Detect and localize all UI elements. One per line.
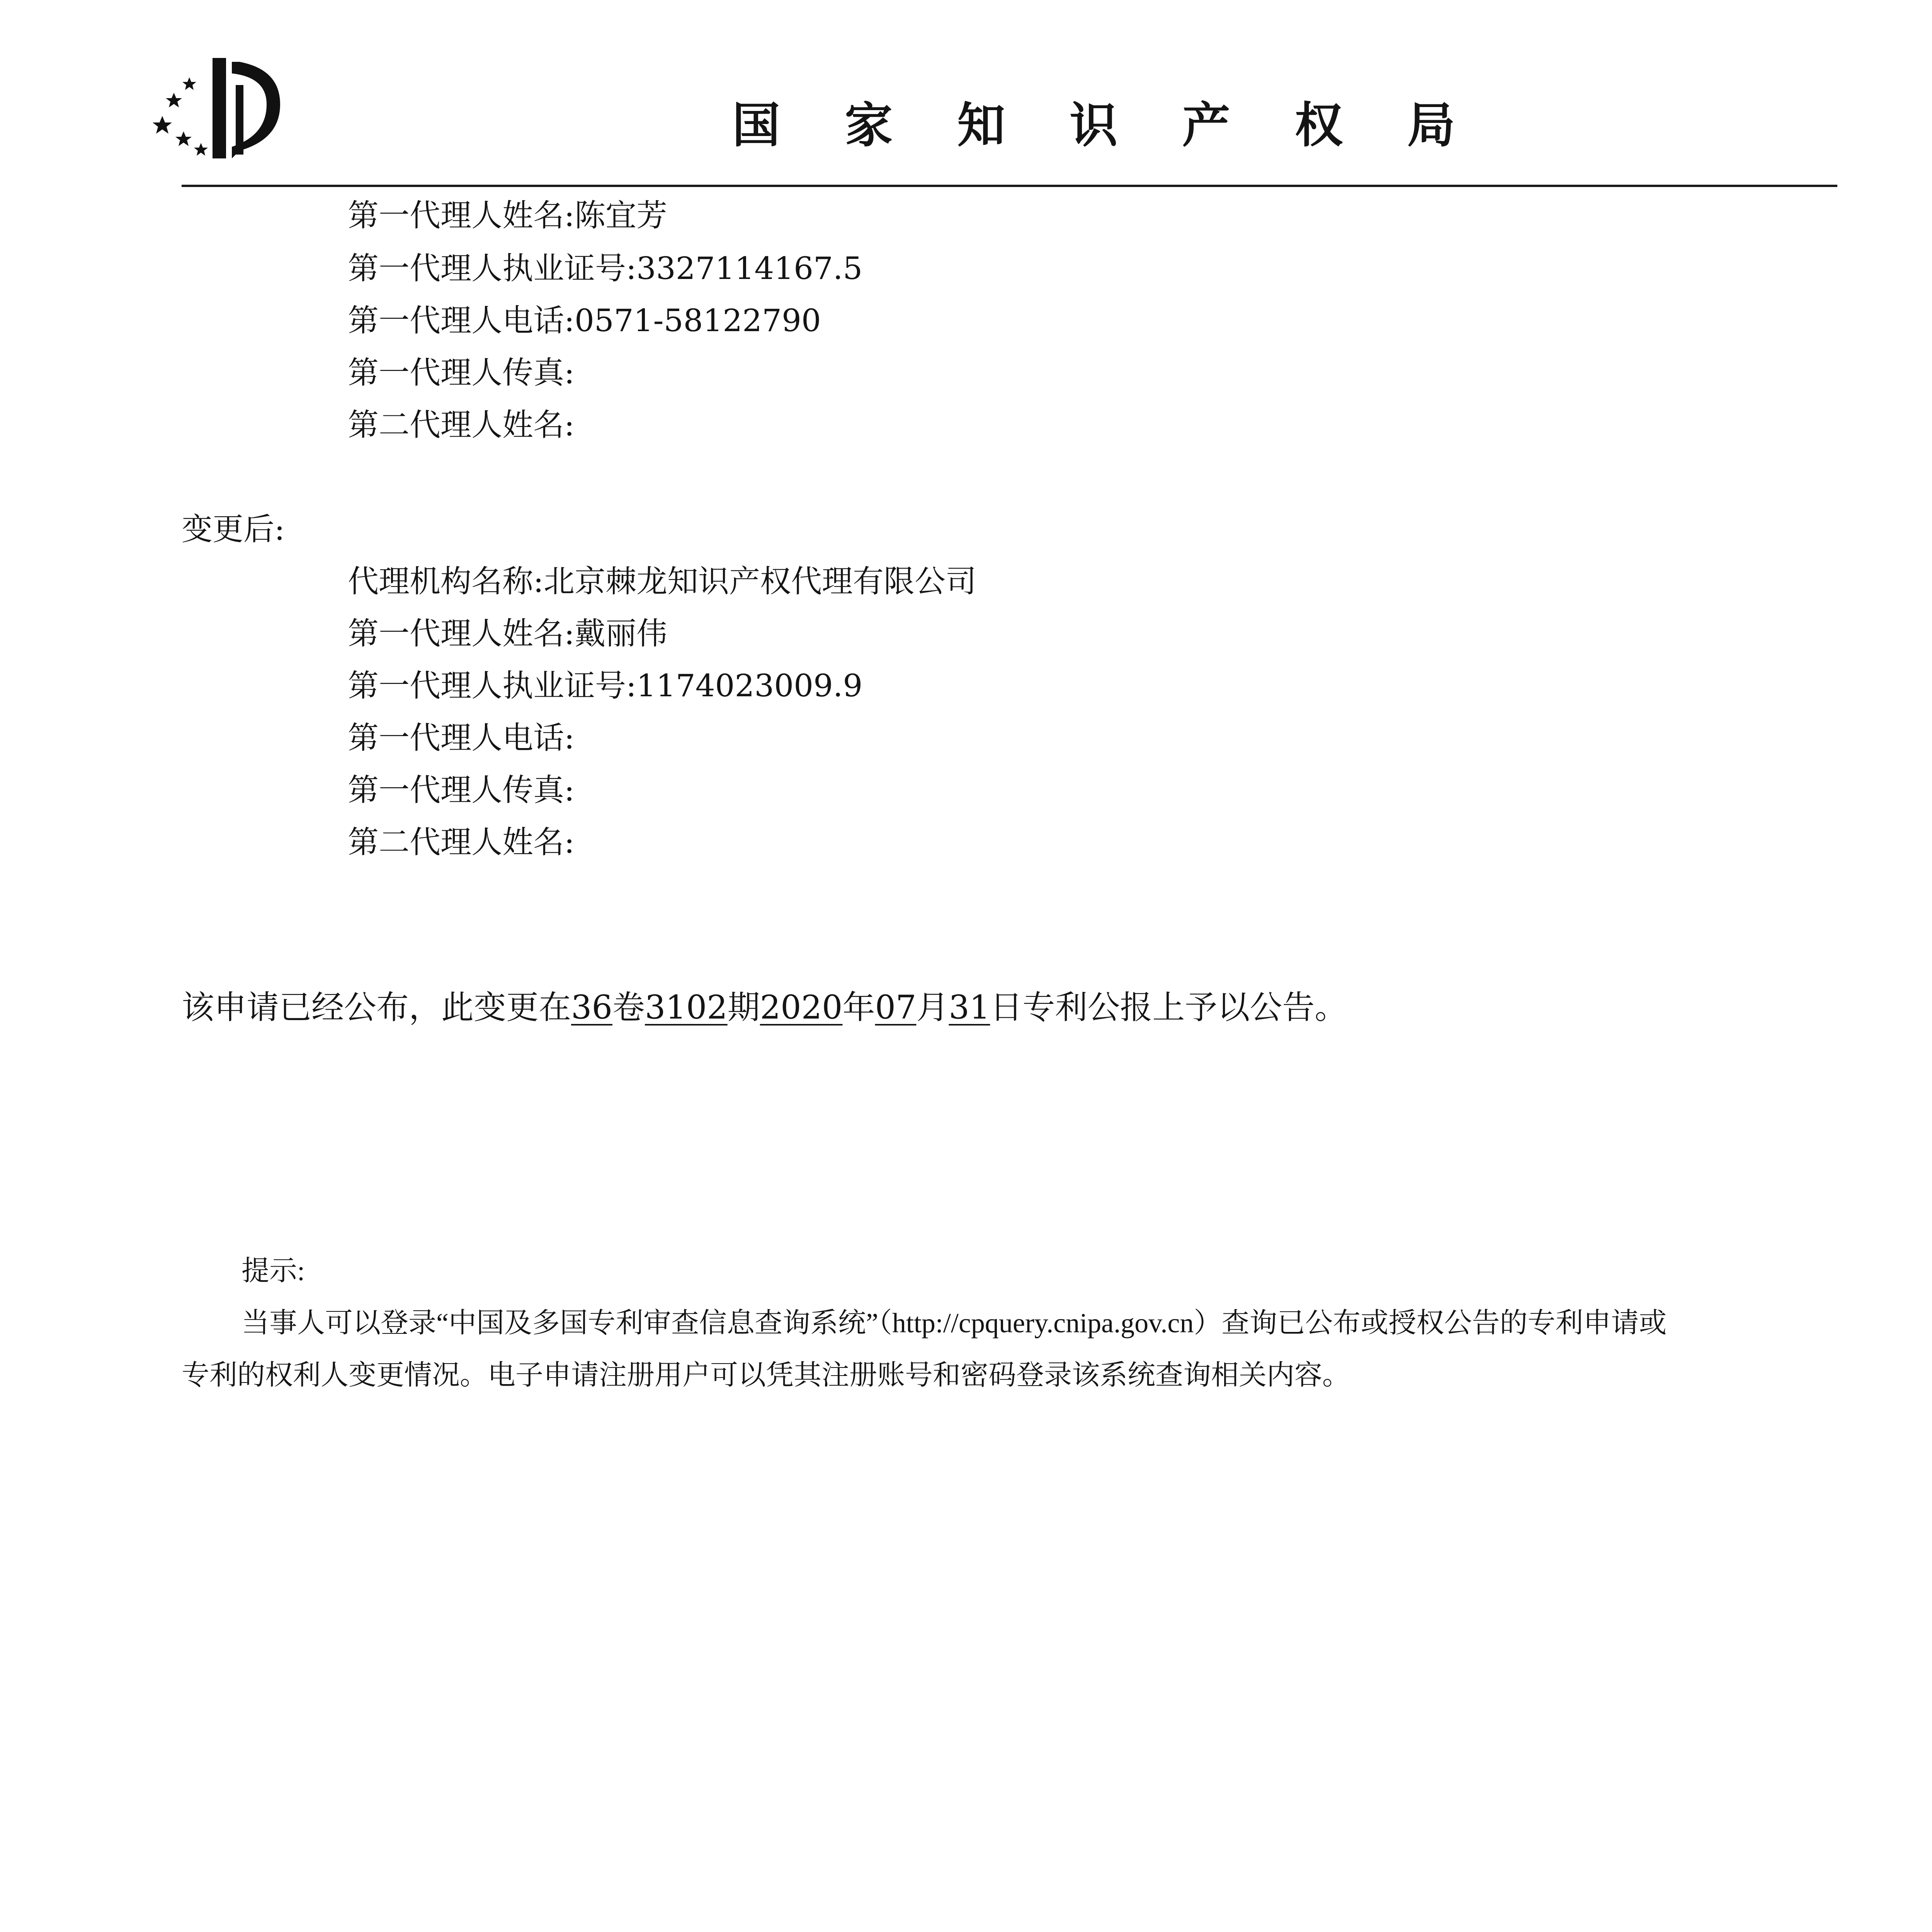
pub-year: 2020 <box>760 988 843 1026</box>
after-heading: 变更后: <box>182 511 285 547</box>
hint-label: 提示: <box>242 1255 305 1286</box>
cnipa-logo-icon <box>147 46 301 162</box>
before-agent-fax: 第一代理人传真: <box>348 355 575 391</box>
before-agent-phone: 第一代理人电话:0571-58122790 <box>348 303 821 338</box>
before-agent-license: 第一代理人执业证号:3327114167.5 <box>348 250 863 286</box>
after-agent-license: 第一代理人执业证号:1174023009.9 <box>348 668 863 704</box>
pub-t4: 月 <box>916 988 949 1026</box>
before-second-agent: 第二代理人姓名: <box>348 407 575 443</box>
header-org-title: 国 家 知 识 产 权 局 <box>732 98 1480 153</box>
hint-line-2: 专利的权利人变更情况。电子申请注册用户可以凭其注册账号和密码登录该系统查询相关内容。 <box>182 1360 1350 1391</box>
after-agent-phone: 第一代理人电话: <box>348 720 575 756</box>
publication-statement <box>182 981 1347 1028</box>
pub-t1: 卷 <box>612 988 645 1026</box>
pub-suffix: 日专利公报上予以公告。 <box>990 988 1347 1026</box>
pub-day: 31 <box>949 988 990 1026</box>
pub-issue: 3102 <box>645 988 728 1026</box>
before-agent-name: 第一代理人姓名:陈宜芳 <box>348 197 667 233</box>
after-second-agent: 第二代理人姓名: <box>348 824 575 860</box>
header-rule <box>182 185 1837 187</box>
pub-t3: 年 <box>842 988 875 1026</box>
pub-t2: 期 <box>727 988 760 1026</box>
pub-prefix: 该申请已经公布，此变更在 <box>182 988 571 1026</box>
hint-line-1: 当事人可以登录“中国及多国专利审查信息查询系统”（http://cpquery.cnipa.gov.cn）查询已公布或授权公告的专利申请或 <box>242 1308 1667 1338</box>
after-agency-name: 代理机构名称:北京棘龙知识产权代理有限公司 <box>348 563 976 599</box>
pub-volume: 36 <box>571 988 612 1026</box>
after-agent-name: 第一代理人姓名:戴丽伟 <box>348 616 667 651</box>
pub-month: 07 <box>875 988 917 1026</box>
after-agent-fax: 第一代理人传真: <box>348 772 575 808</box>
